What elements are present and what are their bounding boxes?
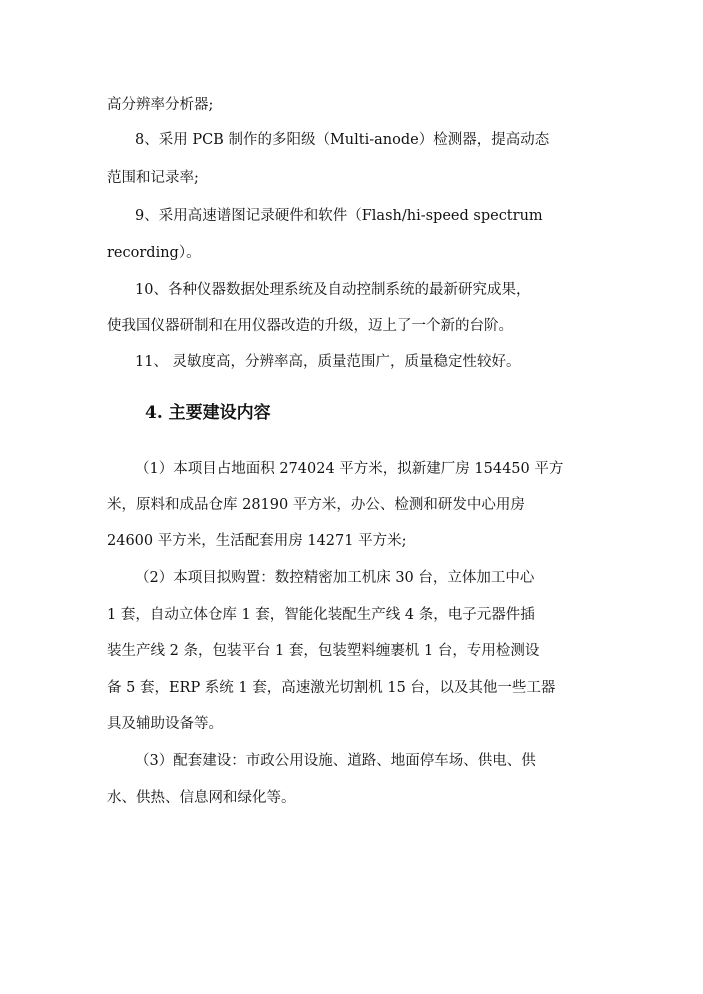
text-line-3: 范围和记录率; [107,170,199,186]
content-line-3: 24600 平方米，生活配套用房 14271 平方米; [107,533,407,549]
content-line-8: 具及辅助设备等。 [107,716,223,732]
text-line-8: 11、 灵敏度高，分辨率高，质量范围广，质量稳定性较好。 [135,354,521,370]
text-line-2: 8、采用 PCB 制作的多阳级（Multi-anode）检测器，提高动态 [135,132,550,148]
content-line-10: 水、供热、信息网和绿化等。 [107,790,296,806]
content-line-4: （2）本项目拟购置：数控精密加工机床 30 台，立体加工中心 [135,570,535,586]
content-line-7: 备 5 套，ERP 系统 1 套，高速激光切割机 15 台，以及其他一些工器 [107,680,556,696]
content-line-9: （3）配套建设：市政公用设施、道路、地面停车场、供电、供 [135,753,536,769]
text-line-6: 10、各种仪器数据处理系统及自动控制系统的最新研究成果， [135,282,531,298]
content-line-1: （1）本项目占地面积 274024 平方米，拟新建厂房 154450 平方 [135,461,564,477]
content-line-5: 1 套，自动立体仓库 1 套，智能化装配生产线 4 条，电子元器件插 [107,607,535,623]
section-heading: 4. 主要建设内容 [145,403,271,423]
text-line-4: 9、采用高速谱图记录硬件和软件（Flash/hi-speed spectrum [135,208,543,224]
text-line-1: 高分辨率分析器; [107,97,214,113]
content-line-2: 米，原料和成品仓库 28190 平方米，办公、检测和研发中心用房 [107,497,525,513]
text-line-7: 使我国仪器研制和在用仪器改造的升级，迈上了一个新的台阶。 [107,318,513,334]
text-line-5: recording）。 [107,245,201,261]
content-line-6: 装生产线 2 条，包装平台 1 套，包装塑料缠裹机 1 台，专用检测设 [107,643,540,659]
